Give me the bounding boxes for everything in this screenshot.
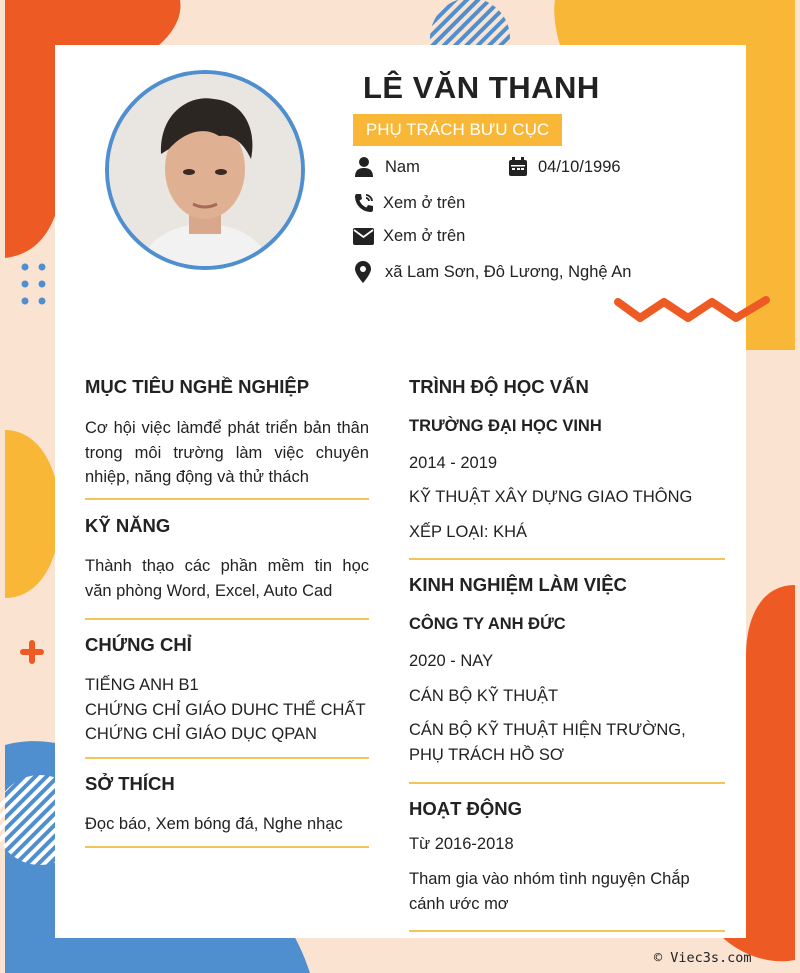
certificate-item: CHỨNG CHỈ GIÁO DỤC QPAN	[85, 725, 317, 743]
divider	[409, 782, 725, 784]
objective-text	[85, 416, 369, 490]
address-value: xã Lam Sơn, Đô Lương, Nghệ An	[385, 263, 632, 281]
education-grade: XẾP LOẠI: KHÁ	[409, 523, 527, 541]
phone-icon	[353, 192, 383, 214]
skills-line: Thành thạo các phần mềm tin học	[85, 557, 369, 575]
education-period: 2014 - 2019	[409, 454, 498, 472]
objective-heading: MỤC TIÊU NGHỀ NGHIỆP	[85, 376, 310, 397]
divider	[409, 558, 725, 560]
school-name: TRƯỜNG ĐẠI HỌC VINH	[409, 417, 602, 435]
certificates-heading: CHỨNG CHỈ	[85, 634, 192, 655]
location-icon	[355, 261, 385, 283]
phone-row	[353, 192, 465, 214]
certificate-item: TIẾNG ANH B1	[85, 676, 199, 694]
activities-description	[409, 867, 690, 916]
divider	[85, 498, 369, 500]
address-row	[355, 261, 631, 283]
activities-desc-line: Tham gia vào nhóm tình nguyện Chắp	[409, 870, 690, 888]
gender-row	[355, 157, 420, 177]
objective-line: Cơ hội việc làmđể phát triển bản thân	[85, 419, 369, 437]
calendar-icon	[508, 157, 538, 177]
gender-value: Nam	[385, 158, 420, 176]
certificate-item: CHỨNG CHỈ GIÁO DUHC THỂ CHẤT	[85, 700, 366, 719]
full-name: LÊ VĂN THANH	[363, 70, 600, 105]
avatar-portrait-icon	[109, 74, 301, 266]
company-name: CÔNG TY ANH ĐỨC	[409, 615, 566, 633]
experience-heading: KINH NGHIỆM LÀM VIỆC	[409, 574, 627, 595]
birthdate-row	[508, 157, 621, 177]
divider	[409, 930, 725, 932]
avatar	[105, 70, 305, 270]
certificates-text	[85, 673, 369, 747]
divider	[85, 618, 369, 620]
email-row	[353, 226, 465, 246]
education-major: KỸ THUẬT XÂY DỰNG GIAO THÔNG	[409, 488, 693, 506]
user-icon	[355, 157, 385, 177]
activities-heading: HOẠT ĐỘNG	[409, 798, 523, 819]
experience-desc-line: PHỤ TRÁCH HỒ SƠ	[409, 745, 565, 764]
phone-value: Xem ở trên	[383, 194, 466, 212]
experience-desc-line: CÁN BỘ KỸ THUẬT HIỆN TRƯỜNG,	[409, 721, 686, 739]
activities-desc-line: cánh ước mơ	[409, 894, 509, 913]
activities-period: Từ 2016-2018	[409, 835, 514, 853]
education-heading: TRÌNH ĐỘ HỌC VẤN	[409, 376, 589, 397]
experience-period: 2020 - NAY	[409, 652, 494, 670]
email-value: Xem ở trên	[383, 227, 466, 245]
skills-heading: KỸ NĂNG	[85, 515, 171, 536]
divider	[85, 757, 369, 759]
hobbies-heading: SỞ THÍCH	[85, 773, 175, 794]
mail-icon	[353, 228, 383, 245]
skills-line: văn phòng Word, Excel, Auto Cad	[85, 581, 333, 600]
skills-text	[85, 554, 369, 603]
birthdate-value: 04/10/1996	[538, 158, 621, 176]
job-title-badge: PHỤ TRÁCH BƯU CỤC	[353, 114, 562, 146]
objective-line: trong môi trường làm việc chuyên	[85, 443, 369, 462]
watermark-credit: © Viec3s.com	[654, 950, 752, 966]
divider	[85, 846, 369, 848]
hobbies-text: Đọc báo, Xem bóng đá, Nghe nhạc	[85, 815, 343, 833]
experience-position: CÁN BỘ KỸ THUẬT	[409, 687, 559, 705]
objective-line: nhiệp, năng động và thử thách	[85, 468, 309, 486]
experience-description	[409, 718, 686, 767]
